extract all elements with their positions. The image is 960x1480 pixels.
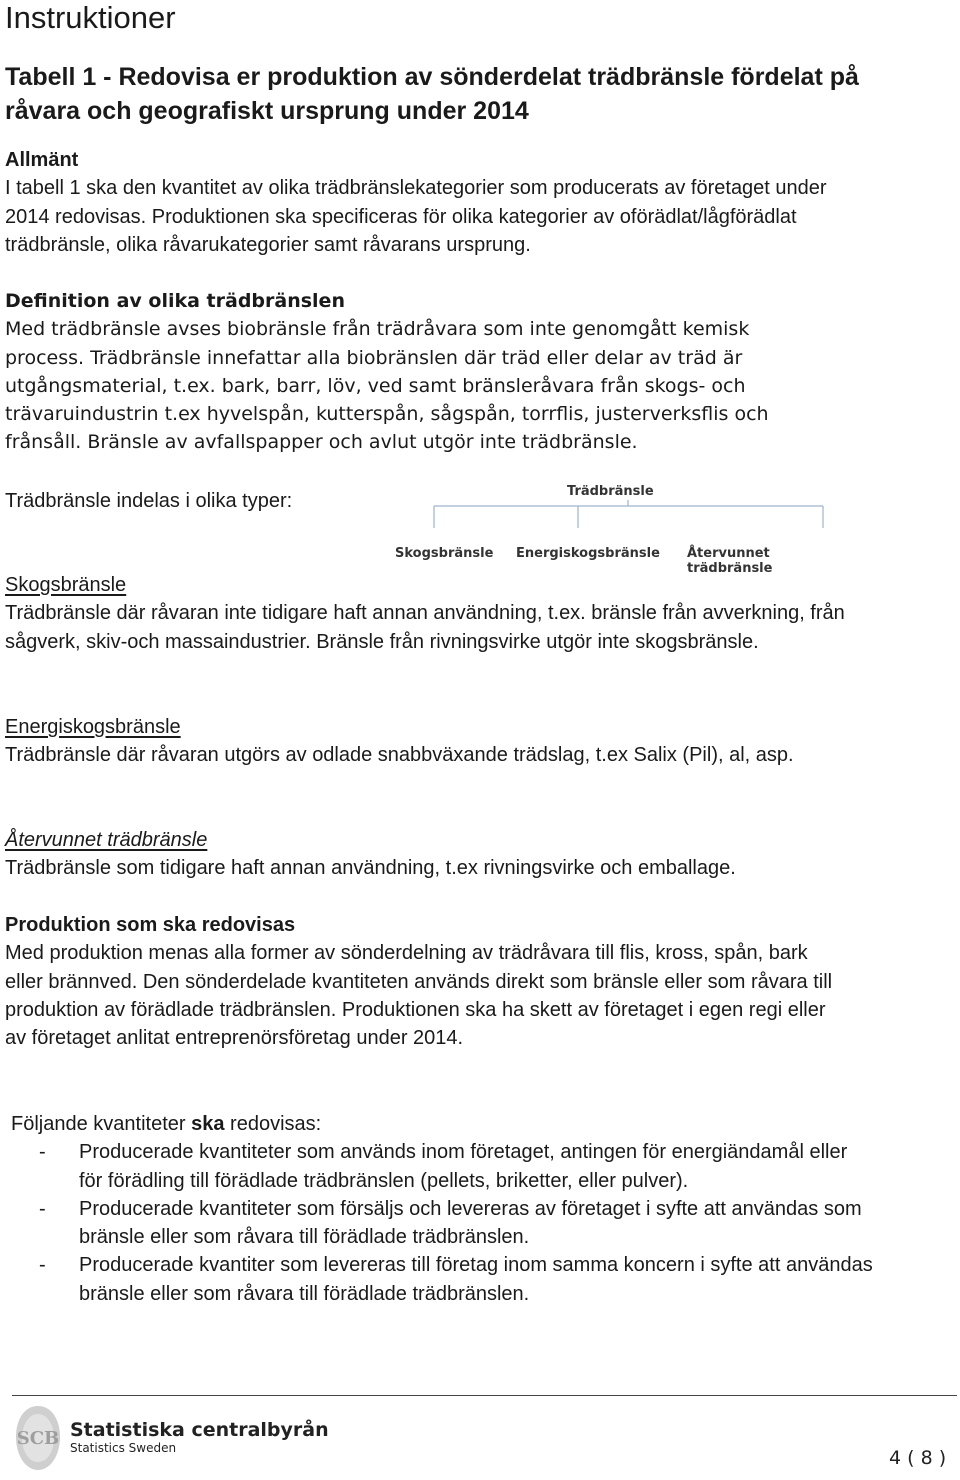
footer-divider bbox=[12, 1395, 957, 1396]
list-item-text: Producerade kvantiter som levereras till företag inom samma koncern i syfte att användas bränsle eller som råvara till förädlade trädbränslen. bbox=[79, 1254, 873, 1305]
brand-name: Statistiska centralbyrån bbox=[70, 1419, 329, 1441]
section-text-definition: Med trädbränsle avses biobränsle från trädråvara som inte genomgått kemisk process. Trädbränsle innefattar alla biobränslen där träd eller delar av träd är utgångsmaterial, t.ex. bark, barr, löv, ved samt bränsleråvara från skogs- och trävaruindustrin t.ex hyvelspån, kutterspån, sågspån, torrflis, justerverksflis och frånsåll. Bränsle av avfallspapper och avlut utgör inte trädbränsle. bbox=[5, 318, 769, 454]
diagram-leaf-atervunnet: Återvunnet trädbränsle bbox=[687, 546, 773, 576]
list-item bbox=[5, 1195, 875, 1252]
list-lead bbox=[5, 1110, 875, 1138]
scb-logo bbox=[12, 1400, 64, 1475]
diagram-leaf-energiskogsbransle: Energiskogsbränsle bbox=[516, 546, 660, 561]
types-intro: Trädbränsle indelas i olika typer: bbox=[5, 490, 293, 512]
section-heading-definition: Definition av olika trädbränslen bbox=[5, 290, 345, 312]
section-text-skogsbransle: Trädbränsle där råvaran inte tidigare haft annan användning, t.ex. bränsle från avverkning, från sågverk, skiv-och massaindustrier. Bränsle från rivningsvirke utgör inte skogsbränsle. bbox=[5, 602, 845, 653]
list-dash: - bbox=[39, 1141, 46, 1164]
section-text-atervunnet: Trädbränsle som tidigare haft annan användning, t.ex rivningsvirke och emballage. bbox=[5, 857, 736, 880]
section-heading-atervunnet: Återvunnet trädbränsle bbox=[5, 829, 208, 851]
page-title: Instruktioner bbox=[5, 0, 176, 35]
list-lead-bold: ska bbox=[191, 1113, 225, 1135]
list-item-text: Producerade kvantiteter som används inom företaget, antingen för energiändamål eller för förädling till förädlade trädbränslen (pellets, briketter, eller pulver). bbox=[79, 1141, 848, 1192]
section-text-energiskogsbransle: Trädbränsle där råvaran utgörs av odlade snabbväxande trädslag, t.ex Salix (Pil), al, asp. bbox=[5, 744, 794, 767]
diagram-root: Trädbränsle bbox=[567, 484, 654, 499]
scb-logo-text: SCB bbox=[16, 1428, 60, 1449]
section-heading-allmant: Allmänt bbox=[5, 149, 79, 171]
section-allmant bbox=[5, 146, 845, 259]
section-heading-skogsbransle: Skogsbränsle bbox=[5, 574, 127, 596]
list-item-text: Producerade kvantiteter som försäljs och levereras av företaget i syfte att användas som bränsle eller som råvara till förädlade trädbränslen. bbox=[79, 1197, 862, 1249]
section-atervunnet bbox=[5, 826, 865, 883]
section-definition bbox=[5, 287, 805, 457]
diagram-leaf-skogsbransle: Skogsbränsle bbox=[395, 546, 494, 561]
section-heading-produktion: Produktion som ska redovisas bbox=[5, 914, 296, 936]
list-lead-post: redovisas: bbox=[224, 1113, 322, 1135]
list-lead-pre: Följande kvantiteter bbox=[11, 1113, 192, 1135]
section-energiskogsbransle bbox=[5, 713, 865, 770]
list-dash: - bbox=[39, 1254, 46, 1277]
list-item bbox=[5, 1138, 875, 1195]
section-text-allmant: I tabell 1 ska den kvantitet av olika trädbränslekategorier som producerats av företaget under 2014 redovisas. Produktionen ska specificeras för olika kategorier av oförädlat/lågförädlat trädbränsle, olika råvarukategorier samt råvarans ursprung. bbox=[5, 177, 827, 256]
page-number: 4 ( 8 ) bbox=[889, 1447, 947, 1469]
brand-subtitle: Statistics Sweden bbox=[70, 1441, 177, 1455]
table-title: Tabell 1 - Redovisa er produktion av sönderdelat trädbränsle fördelat på råvara och geografiskt ursprung under 2014 bbox=[5, 63, 859, 125]
list-item bbox=[5, 1251, 875, 1308]
list-dash: - bbox=[39, 1197, 46, 1220]
section-produktion bbox=[5, 911, 845, 1052]
quantities-list bbox=[5, 1110, 875, 1308]
fuel-type-diagram bbox=[385, 478, 855, 576]
section-skogsbransle bbox=[5, 571, 845, 656]
section-heading-energiskogsbransle: Energiskogsbränsle bbox=[5, 716, 181, 738]
section-text-produktion: Med produktion menas alla former av sönderdelning av trädråvara till flis, kross, spån, bark eller brännved. Den sönderdelade kvantiteten används direkt som bränsle eller som råvara till produktion av förädlade trädbränslen. Produktionen ska ha skett av företaget i egen regi eller av företaget anlitat entreprenörsföretag under 2014. bbox=[5, 942, 833, 1050]
